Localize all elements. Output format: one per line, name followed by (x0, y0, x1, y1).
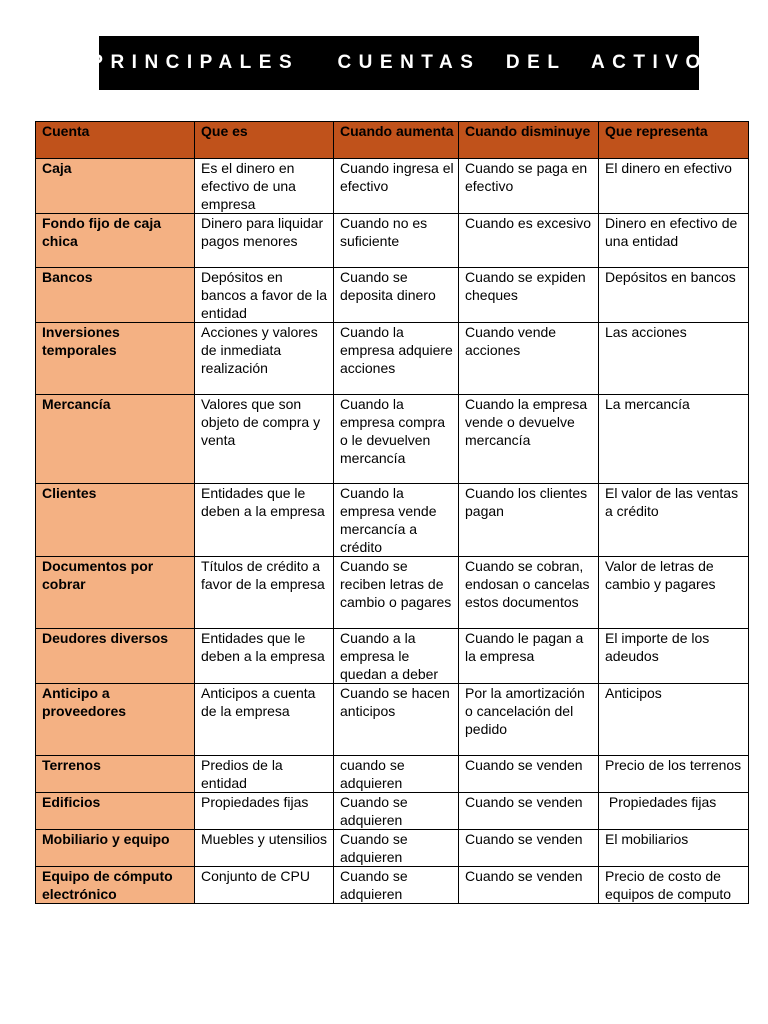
table-cell: Precio de costo de equipos de computo (599, 867, 749, 904)
table-row (36, 756, 749, 793)
table-cell: Anticipos a cuenta de la empresa (195, 684, 334, 756)
account-name-cell: Inversiones temporales (36, 323, 195, 395)
table-cell: Cuando ingresa el efectivo (334, 159, 459, 214)
table-cell: El importe de los adeudos (599, 629, 749, 684)
table-cell: Cuando le pagan a la empresa (459, 629, 599, 684)
table-cell: La mercancía (599, 395, 749, 484)
table-cell: Propiedades fijas (195, 793, 334, 830)
table-row (36, 830, 749, 867)
account-name-cell: Documentos por cobrar (36, 557, 195, 629)
table-cell: Cuando se venden (459, 867, 599, 904)
account-name-cell: Fondo fijo de caja chica (36, 214, 195, 268)
table-row (36, 268, 749, 323)
account-name-cell: Caja (36, 159, 195, 214)
table-cell: cuando se adquieren (334, 756, 459, 793)
table-cell: Depósitos en bancos a favor de la entidad (195, 268, 334, 323)
table-cell: Entidades que le deben a la empresa (195, 629, 334, 684)
table-cell: Cuando se venden (459, 793, 599, 830)
table-row (36, 395, 749, 484)
table-cell: Cuando se venden (459, 756, 599, 793)
table-row (36, 214, 749, 268)
table-cell: Cuando la empresa vende o devuelve mercancía (459, 395, 599, 484)
accounts-table (35, 121, 749, 904)
column-header-que-es: Que es (195, 122, 334, 159)
title-banner (90, 36, 708, 90)
table-cell: Cuando no es suficiente (334, 214, 459, 268)
table-cell: Cuando se deposita dinero (334, 268, 459, 323)
table-cell: Valores que son objeto de compra y venta (195, 395, 334, 484)
account-name-cell: Clientes (36, 484, 195, 557)
table-cell: Anticipos (599, 684, 749, 756)
table-cell: Depósitos en bancos (599, 268, 749, 323)
account-name-cell: Mercancía (36, 395, 195, 484)
table-cell: Dinero para liquidar pagos menores (195, 214, 334, 268)
table-cell: Predios de la entidad (195, 756, 334, 793)
table-row (36, 159, 749, 214)
account-name-cell: Bancos (36, 268, 195, 323)
table-cell: Propiedades fijas (599, 793, 749, 830)
table-cell: Títulos de crédito a favor de la empresa (195, 557, 334, 629)
account-name-cell: Deudores diversos (36, 629, 195, 684)
table-cell: Acciones y valores de inmediata realización (195, 323, 334, 395)
table-row (36, 484, 749, 557)
table-row (36, 557, 749, 629)
table-cell: Cuando se venden (459, 830, 599, 867)
table-row (36, 684, 749, 756)
table-cell: Cuando se adquieren (334, 830, 459, 867)
table-cell: Cuando a la empresa le quedan a deber (334, 629, 459, 684)
account-name-cell: Mobiliario y equipo (36, 830, 195, 867)
table-cell: Cuando se reciben letras de cambio o pagares (334, 557, 459, 629)
table-cell: Precio de los terrenos (599, 756, 749, 793)
table-cell: Cuando se adquieren (334, 867, 459, 904)
table-row (36, 323, 749, 395)
account-name-cell: Terrenos (36, 756, 195, 793)
column-header-cuando-disminuye: Cuando disminuye (459, 122, 599, 159)
table-cell: Cuando se hacen anticipos (334, 684, 459, 756)
table-cell: Dinero en efectivo de una entidad (599, 214, 749, 268)
table-cell: Cuando se paga en efectivo (459, 159, 599, 214)
table-cell: Cuando se adquieren (334, 793, 459, 830)
table-cell: Conjunto de CPU (195, 867, 334, 904)
table-cell: Las acciones (599, 323, 749, 395)
table-cell: Cuando se expiden cheques (459, 268, 599, 323)
account-name-cell: Equipo de cómputo electrónico (36, 867, 195, 904)
table-cell: Cuando es excesivo (459, 214, 599, 268)
column-header-que-representa: Que representa (599, 122, 749, 159)
table-cell: Por la amortización o cancelación del pedido (459, 684, 599, 756)
table-cell: Cuando se cobran, endosan o cancelas estos documentos (459, 557, 599, 629)
table-row (36, 867, 749, 904)
column-header-cuando-aumenta: Cuando aumenta (334, 122, 459, 159)
column-header-cuenta: Cuenta (36, 122, 195, 159)
table-cell: El mobiliarios (599, 830, 749, 867)
table-row (36, 629, 749, 684)
table-cell: Muebles y utensilios (195, 830, 334, 867)
table-cell: Cuando la empresa adquiere acciones (334, 323, 459, 395)
table-cell: Cuando vende acciones (459, 323, 599, 395)
account-name-cell: Edificios (36, 793, 195, 830)
table-header-row (36, 122, 749, 159)
table-cell: El valor de las ventas a crédito (599, 484, 749, 557)
table-cell: Cuando la empresa vende mercancía a crédito (334, 484, 459, 557)
table-cell: Es el dinero en efectivo de una empresa (195, 159, 334, 214)
table-cell: Entidades que le deben a la empresa (195, 484, 334, 557)
account-name-cell: Anticipo a proveedores (36, 684, 195, 756)
page-title: PRINCIPALES CUENTAS DEL ACTIVO (90, 52, 708, 73)
table-cell: Valor de letras de cambio y pagares (599, 557, 749, 629)
table-cell: Cuando los clientes pagan (459, 484, 599, 557)
table-cell: Cuando la empresa compra o le devuelven mercancía (334, 395, 459, 484)
table-cell: El dinero en efectivo (599, 159, 749, 214)
table-row (36, 793, 749, 830)
